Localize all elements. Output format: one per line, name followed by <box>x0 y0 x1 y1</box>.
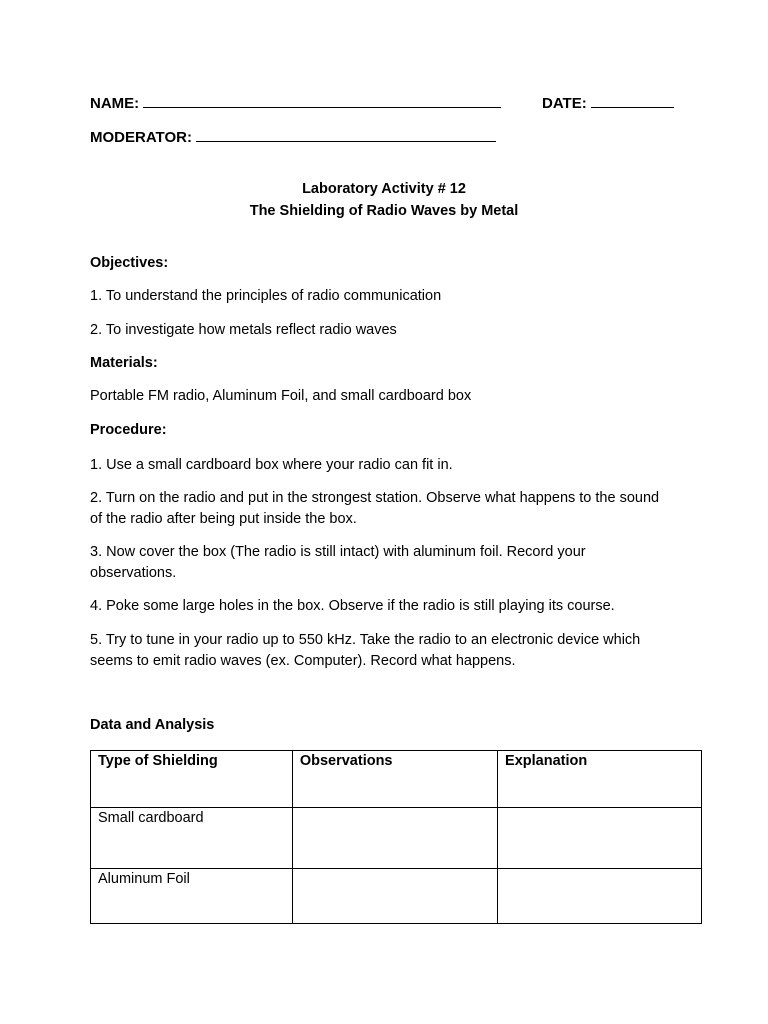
activity-title <box>0 178 768 222</box>
date-line <box>542 93 674 112</box>
moderator-label: MODERATOR: <box>90 129 192 146</box>
materials-heading: Materials: <box>90 355 158 371</box>
procedure-step: 1. Use a small cardboard box where your radio can fit in. <box>90 457 453 473</box>
explanation-cell[interactable] <box>498 869 702 924</box>
column-header-explanation: Explanation <box>498 751 702 808</box>
column-header-type: Type of Shielding <box>91 751 293 808</box>
objectives-heading: Objectives: <box>90 255 169 271</box>
moderator-field[interactable] <box>196 127 496 142</box>
date-label: DATE: <box>542 95 587 112</box>
shielding-type-cell: Small cardboard <box>91 808 293 869</box>
data-analysis-table <box>90 750 702 924</box>
moderator-line <box>90 127 496 146</box>
procedure-step: 4. Poke some large holes in the box. Observe if the radio is still playing its course. <box>90 598 615 614</box>
procedure-heading: Procedure: <box>90 422 167 438</box>
explanation-cell[interactable] <box>498 808 702 869</box>
name-label: NAME: <box>90 95 140 112</box>
column-header-observations: Observations <box>292 751 497 808</box>
name-field[interactable] <box>143 93 501 108</box>
procedure-step: 3. Now cover the box (The radio is still intact) with aluminum foil. Record your observations. <box>90 544 586 581</box>
name-line <box>90 93 501 112</box>
observations-cell[interactable] <box>292 869 497 924</box>
title-line-1: Laboratory Activity # 12 <box>302 181 466 197</box>
table-header-row <box>91 751 702 808</box>
procedure-step: 5. Try to tune in your radio up to 550 kHz. Take the radio to an electronic device which seems to emit radio waves (ex. Computer). Record what happens. <box>90 632 641 669</box>
title-line-2: The Shielding of Radio Waves by Metal <box>249 203 519 219</box>
objective-item: 2. To investigate how metals reflect radio waves <box>90 322 397 338</box>
table-row <box>91 808 702 869</box>
table-row <box>91 869 702 924</box>
shielding-type-cell: Aluminum Foil <box>91 869 293 924</box>
observations-cell[interactable] <box>292 808 497 869</box>
materials-text: Portable FM radio, Aluminum Foil, and small cardboard box <box>90 388 472 404</box>
date-field[interactable] <box>591 93 674 108</box>
data-analysis-heading: Data and Analysis <box>90 717 215 733</box>
procedure-step: 2. Turn on the radio and put in the strongest station. Observe what happens to the sound of the radio after being put inside the box. <box>90 490 660 527</box>
objective-item: 1. To understand the principles of radio communication <box>90 288 442 304</box>
